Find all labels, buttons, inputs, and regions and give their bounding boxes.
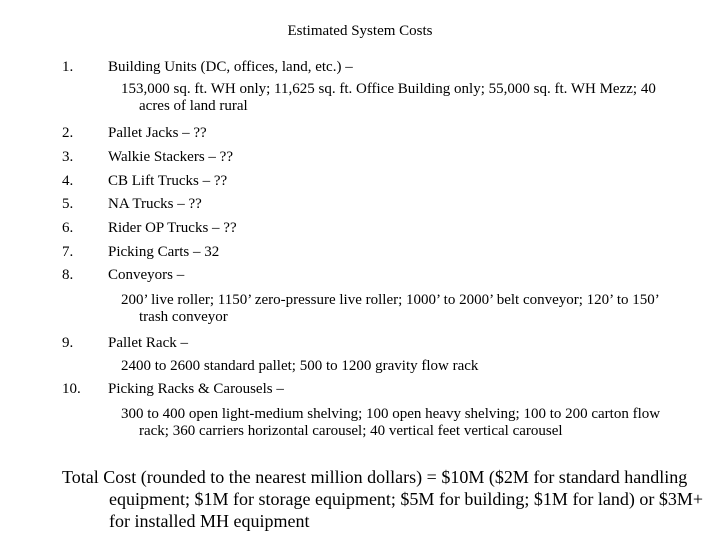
item-number: 10.: [62, 381, 81, 397]
item-number: 7.: [62, 244, 74, 260]
item-detail: 2400 to 2600 standard pallet; 500 to 1200 gravity flow rack: [121, 358, 479, 374]
item-label: Rider OP Trucks – ??: [108, 220, 237, 236]
item-label: Pallet Jacks – ??: [108, 125, 207, 141]
item-number: 6.: [62, 220, 74, 236]
item-label: Conveyors –: [108, 267, 185, 283]
item-number: 5.: [62, 196, 74, 212]
item-label: Pallet Rack –: [108, 335, 188, 351]
item-number: 2.: [62, 125, 74, 141]
item-label: Picking Racks & Carousels –: [108, 381, 284, 397]
item-detail: 153,000 sq. ft. WH only; 11,625 sq. ft. Office Building only; 55,000 sq. ft. WH Mezz; 40 acres of land rural: [121, 81, 656, 114]
item-label: Walkie Stackers – ??: [108, 149, 233, 165]
item-number: 1.: [62, 59, 74, 75]
item-detail: 200’ live roller; 1150’ zero-pressure live roller; 1000’ to 2000’ belt conveyor; 120’ to 150’ trash conveyor: [121, 292, 659, 325]
item-label: NA Trucks – ??: [108, 196, 202, 212]
item-label: Building Units (DC, offices, land, etc.) –: [108, 59, 353, 75]
page-title: Estimated System Costs: [287, 23, 433, 39]
item-number: 9.: [62, 335, 74, 351]
total-cost-summary: Total Cost (rounded to the nearest million dollars) = $10M ($2M for standard handling equipment; $1M for storage equipment; $5M for building; $1M for land) or $3M+ for installed MH equipment: [62, 467, 704, 531]
item-label: CB Lift Trucks – ??: [108, 173, 228, 189]
item-number: 3.: [62, 149, 74, 165]
item-label: Picking Carts – 32: [108, 244, 220, 260]
item-number: 4.: [62, 173, 74, 189]
item-detail: 300 to 400 open light-medium shelving; 100 open heavy shelving; 100 to 200 carton flow rack; 360 carriers horizontal carousel; 40 vertical feet vertical carousel: [121, 406, 661, 439]
item-number: 8.: [62, 267, 74, 283]
